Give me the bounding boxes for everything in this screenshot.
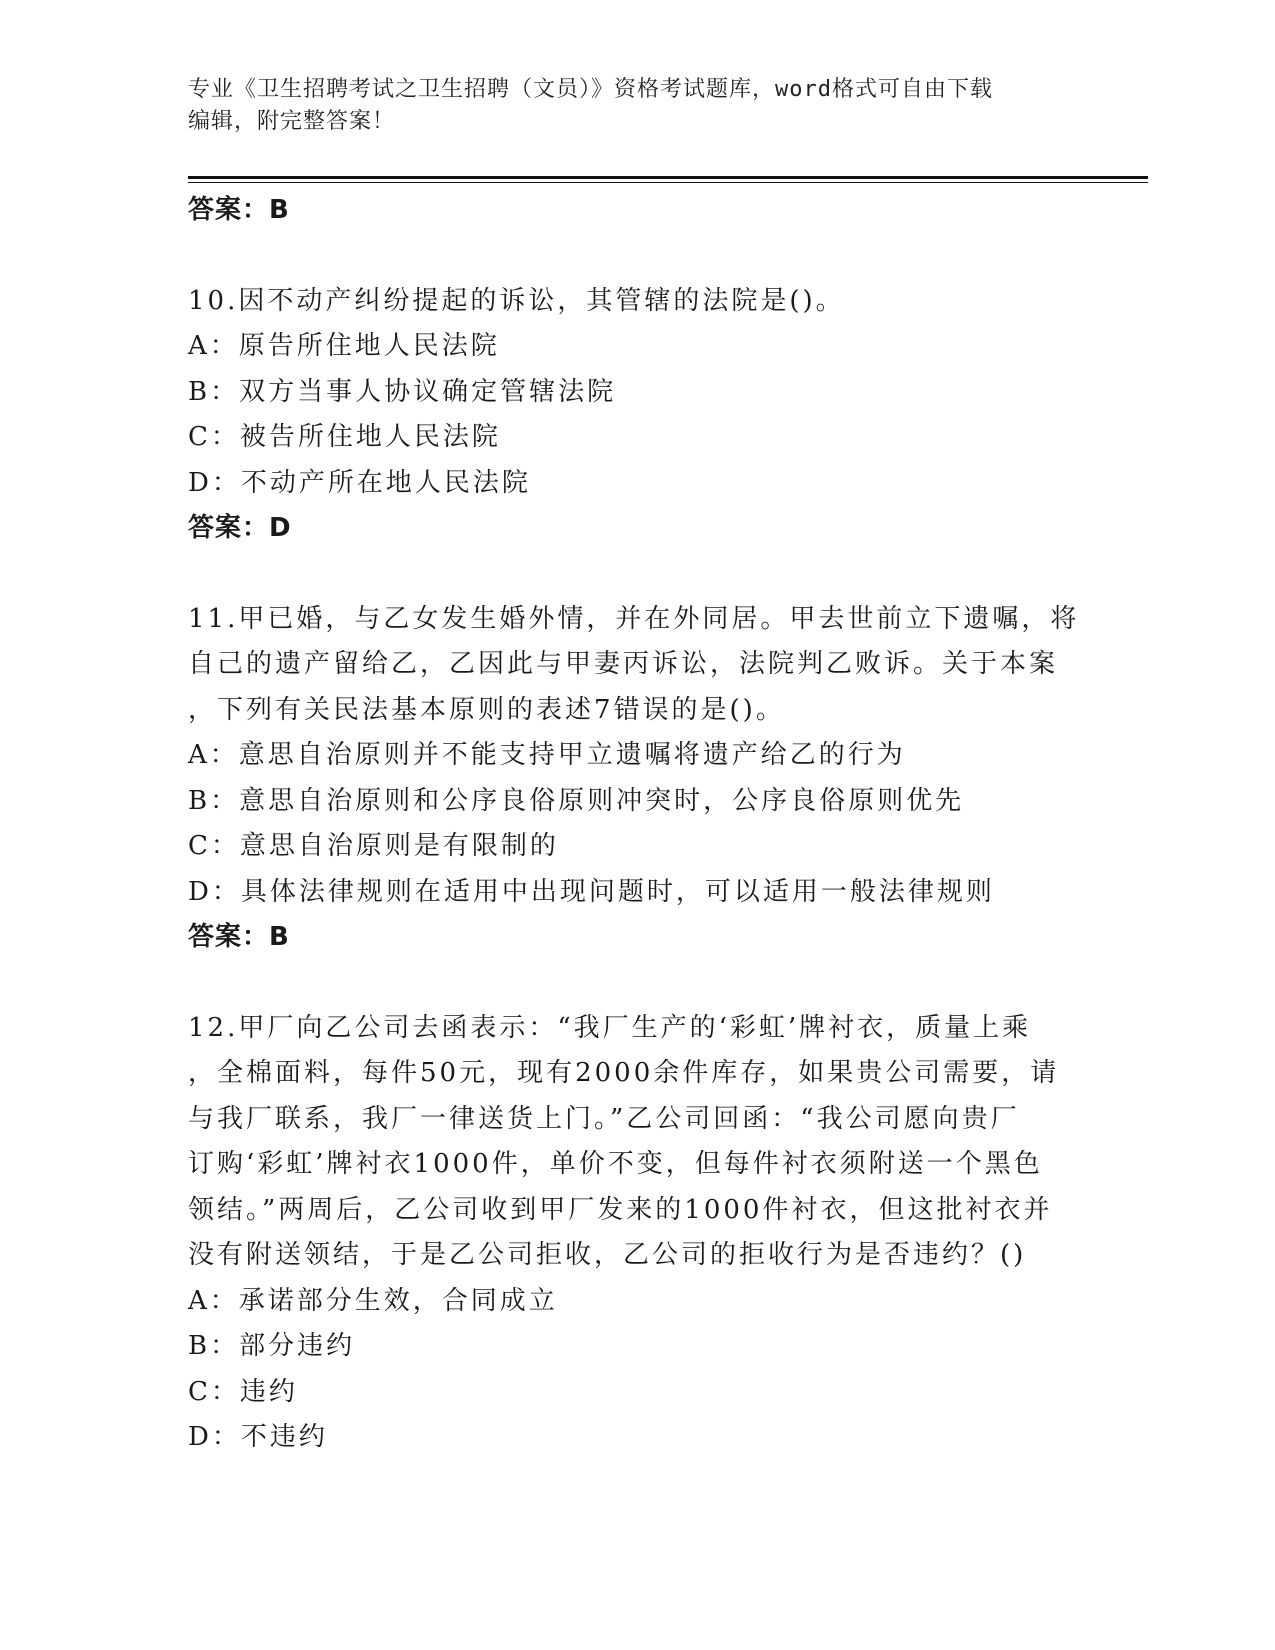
- question-list: [188, 188, 1088, 1461]
- page-header: [188, 74, 1088, 138]
- question-block: [188, 597, 1088, 961]
- option-c: C：违约: [188, 1376, 298, 1407]
- question-text-line: ，全棉面料，每件50元，现有2000余件库存，如果贵公司需要，请: [188, 1058, 1060, 1088]
- option-d: D：不动产所在地人民法院: [188, 467, 531, 498]
- header-line-1: 专业《卫生招聘考试之卫生招聘（文员）》资格考试题库，word格式可自由下载: [188, 77, 993, 102]
- option-a: A：意思自治原则并不能支持甲立遗嘱将遗产给乙的行为: [188, 740, 906, 770]
- spacer: [188, 234, 1088, 279]
- option-d: D：具体法律规则在适用中出现问题时，可以适用一般法律规则: [188, 876, 995, 907]
- question-text-line: 11.甲已婚，与乙女发生婚外情，并在外同居。甲去世前立下遗嘱，将: [188, 603, 1080, 634]
- header-line-2: 编辑，附完整答案！: [188, 109, 396, 134]
- answer-line: 答案：D: [188, 513, 292, 543]
- option-d: D：不违约: [188, 1422, 328, 1452]
- question-block: [188, 279, 1088, 552]
- option-a: A：承诺部分生效，合同成立: [188, 1285, 558, 1316]
- question-text-line: 12.甲厂向乙公司去函表示：“我厂生产的‘彩虹’牌衬衣，质量上乘: [188, 1012, 1032, 1043]
- question-text-line: 10.因不动产纠纷提起的诉讼，其管辖的法院是()。: [188, 285, 845, 316]
- question-text-line: 领结。”两周后，乙公司收到甲厂发来的1000件衬衣，但这批衬衣并: [188, 1194, 1053, 1225]
- question-text-line: 订购‘彩虹’牌衬衣1000件，单价不变，但每件衬衣须附送一个黑色: [188, 1149, 1043, 1179]
- answer-line: 答案：B: [188, 195, 290, 225]
- option-b: B：意思自治原则和公序良俗原则冲突时，公序良俗原则优先: [188, 785, 965, 816]
- header-divider-thick: [188, 176, 1148, 179]
- option-c: C：意思自治原则是有限制的: [188, 831, 559, 861]
- question-block: [188, 1006, 1088, 1461]
- spacer: [188, 961, 1088, 1006]
- header-divider-thin: [188, 182, 1148, 183]
- spacer: [188, 552, 1088, 597]
- question-text-line: 没有附送领结，于是乙公司拒收，乙公司的拒收行为是否违约？(): [188, 1240, 1027, 1270]
- option-b: B：部分违约: [188, 1331, 356, 1361]
- answer-line: 答案：B: [188, 922, 290, 952]
- question-text-line: ，下列有关民法基本原则的表述7错误的是()。: [188, 694, 785, 725]
- option-c: C：被告所住地人民法院: [188, 422, 501, 452]
- question-text-line: 与我厂联系，我厂一律送货上门。”乙公司回函：“我公司愿向贵厂: [188, 1103, 1020, 1134]
- option-a: A：原告所住地人民法院: [188, 331, 500, 361]
- option-b: B：双方当事人协议确定管辖法院: [188, 376, 617, 407]
- question-text-line: 自己的遗产留给乙，乙因此与甲妻丙诉讼，法院判乙败诉。关于本案: [188, 649, 1059, 679]
